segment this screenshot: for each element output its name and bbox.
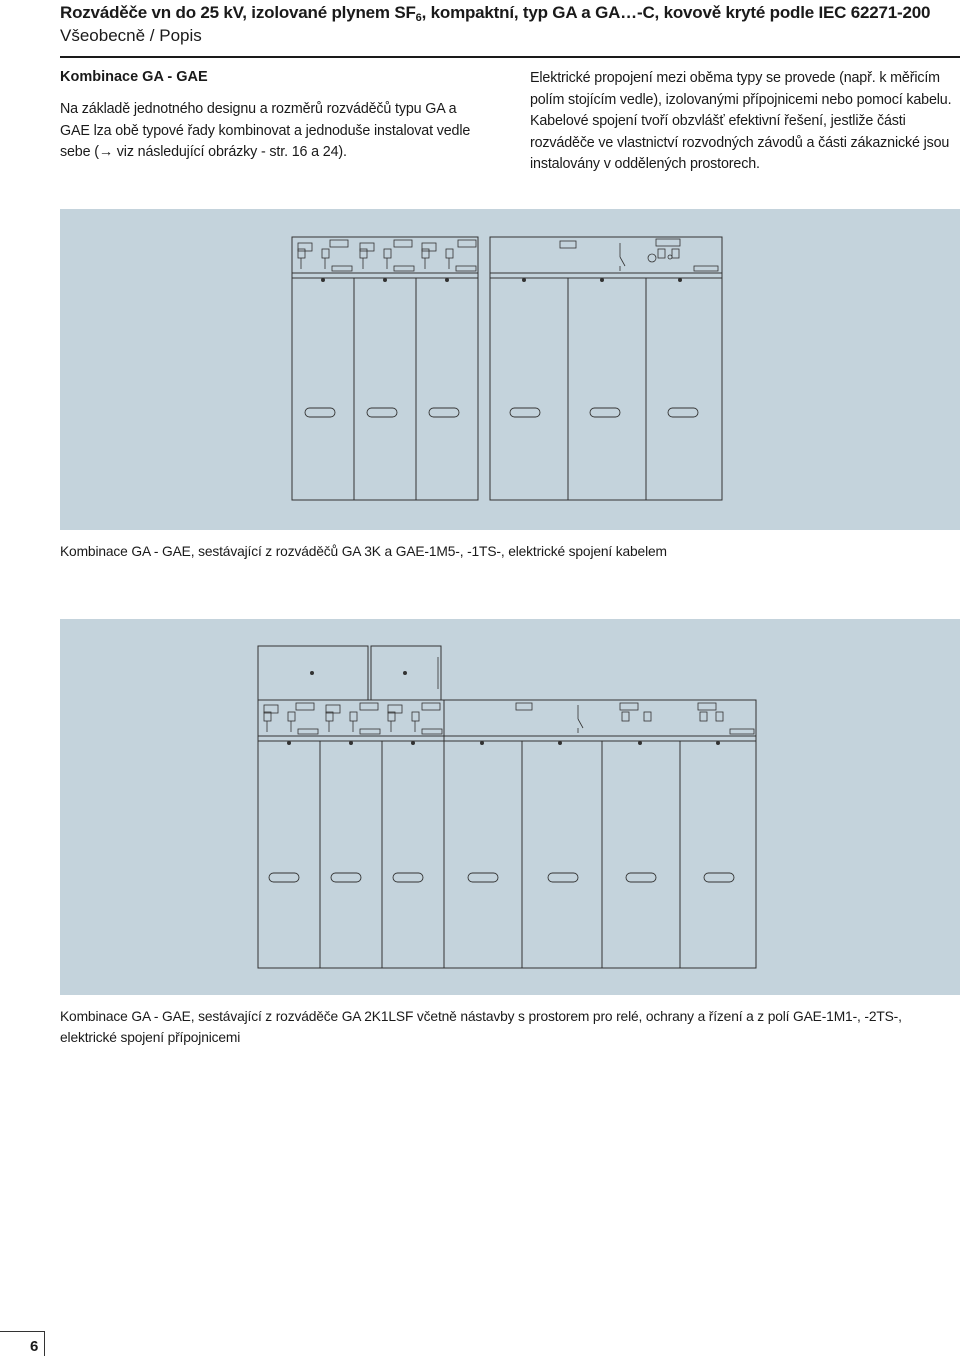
- figure-2-switchgear-drawing: [60, 619, 960, 995]
- figure-2-caption: Kombinace GA - GAE, sestávající z rozváděče GA 2K1LSF včetně nástavby s prostorem pro relé, ochrany a řízení a z polí GAE-1M1-, -2TS-, elektrické spojení přípojnicemi: [60, 1009, 902, 1045]
- figure-1-switchgear-drawing: [60, 209, 960, 530]
- figure-1-caption: Kombinace GA - GAE, sestávající z rozváděčů GA 3K a GAE-1M5-, -1TS-, elektrické spojení kabelem: [60, 544, 667, 559]
- page-number: 6: [30, 1338, 39, 1355]
- panel-handles: [305, 408, 459, 417]
- section-heading: Kombinace GA - GAE: [60, 69, 208, 85]
- switchgear-drawing-2: [60, 619, 960, 995]
- switchgear-drawing-1: [60, 209, 960, 530]
- right-paragraph: Elektrické propojení mezi oběma typy se provede (např. k měřicím polím stojícím vedle), izolovanými přípojnicemi nebo pomocí kabelu. Kabelové spojení tvoří obzvlášť efektivní řešení, jestliže části rozváděče ve vlastnictví rozvodných závodů a části zákaznické jsou instalovány v oddělených prostorech.: [530, 70, 952, 173]
- document-title: Rozváděče vn do 25 kV, izolované plynem $SF_6$, kompaktní, typ GA a GA…-C, kovově kryté podle IEC 62271-200: [60, 3, 931, 24]
- header-divider: [60, 56, 960, 58]
- left-paragraph: Na základě jednotného designu a rozměrů rozváděčů typu GA a GAE lza obě typové řady kombinovat a jednoduše instalovat vedle sebe (→ viz následující obrázky - str. 16 a 24).: [60, 101, 471, 161]
- document-subtitle: Všeobecně / Popis: [60, 26, 202, 45]
